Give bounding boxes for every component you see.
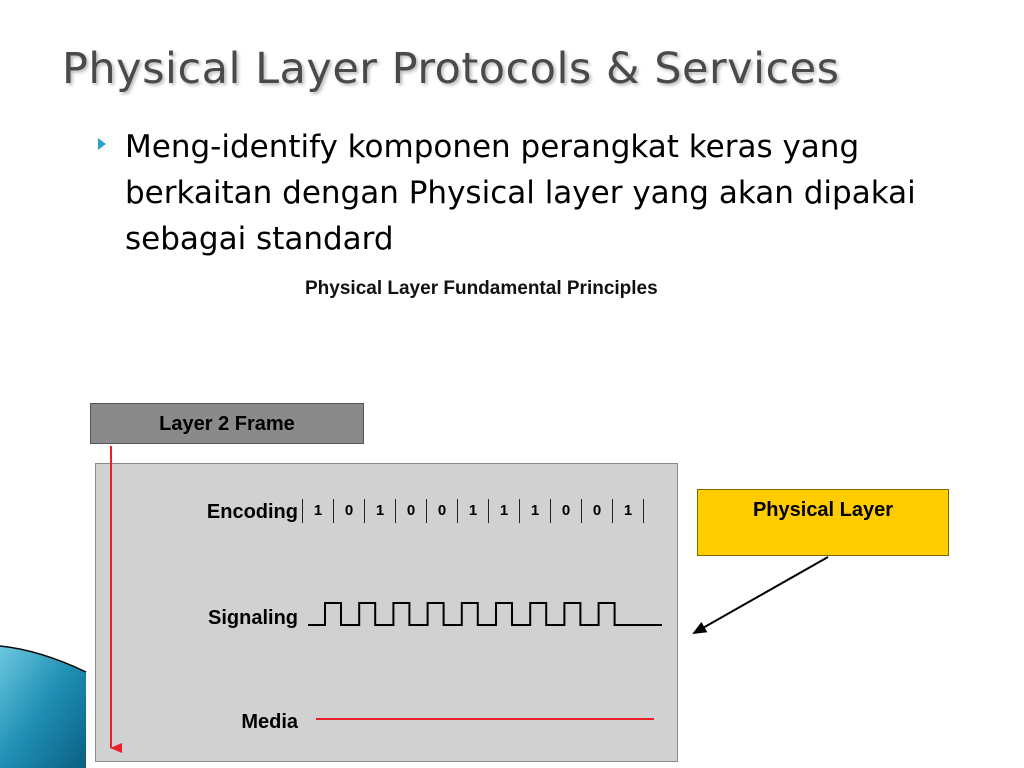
diagram-title: Physical Layer Fundamental Principles <box>305 278 658 299</box>
slide-title: Physical Layer Protocols & Services <box>62 44 840 94</box>
encoding-bit: 1 <box>457 499 488 523</box>
encoding-bit: 1 <box>488 499 519 523</box>
physical-layer-pointer-arrow <box>694 557 828 633</box>
layer2-frame-box: Layer 2 Frame <box>90 403 364 444</box>
triangle-bullet-icon <box>98 138 106 150</box>
physical-layer-box: Physical Layer <box>697 489 949 556</box>
encoding-bit: 1 <box>519 499 550 523</box>
encoding-bit: 0 <box>581 499 612 523</box>
encoding-bit: 0 <box>426 499 457 523</box>
encoding-bit-sequence <box>302 497 644 525</box>
encoding-bit: 1 <box>302 499 333 523</box>
bullet-text: Meng-identify komponen perangkat keras yang berkaitan dengan Physical layer yang akan dipakai sebagai standard <box>125 129 916 257</box>
encoding-bit: 0 <box>550 499 581 523</box>
encoding-bit: 1 <box>612 499 643 523</box>
media-label: Media <box>241 711 298 733</box>
signaling-label: Signaling <box>208 607 298 629</box>
encoding-label: Encoding <box>206 501 298 523</box>
encoding-bit: 0 <box>395 499 426 523</box>
decorative-corner-shape <box>0 640 100 768</box>
encoding-end-divider <box>643 499 644 523</box>
encoding-bit: 1 <box>364 499 395 523</box>
encoding-bit: 0 <box>333 499 364 523</box>
